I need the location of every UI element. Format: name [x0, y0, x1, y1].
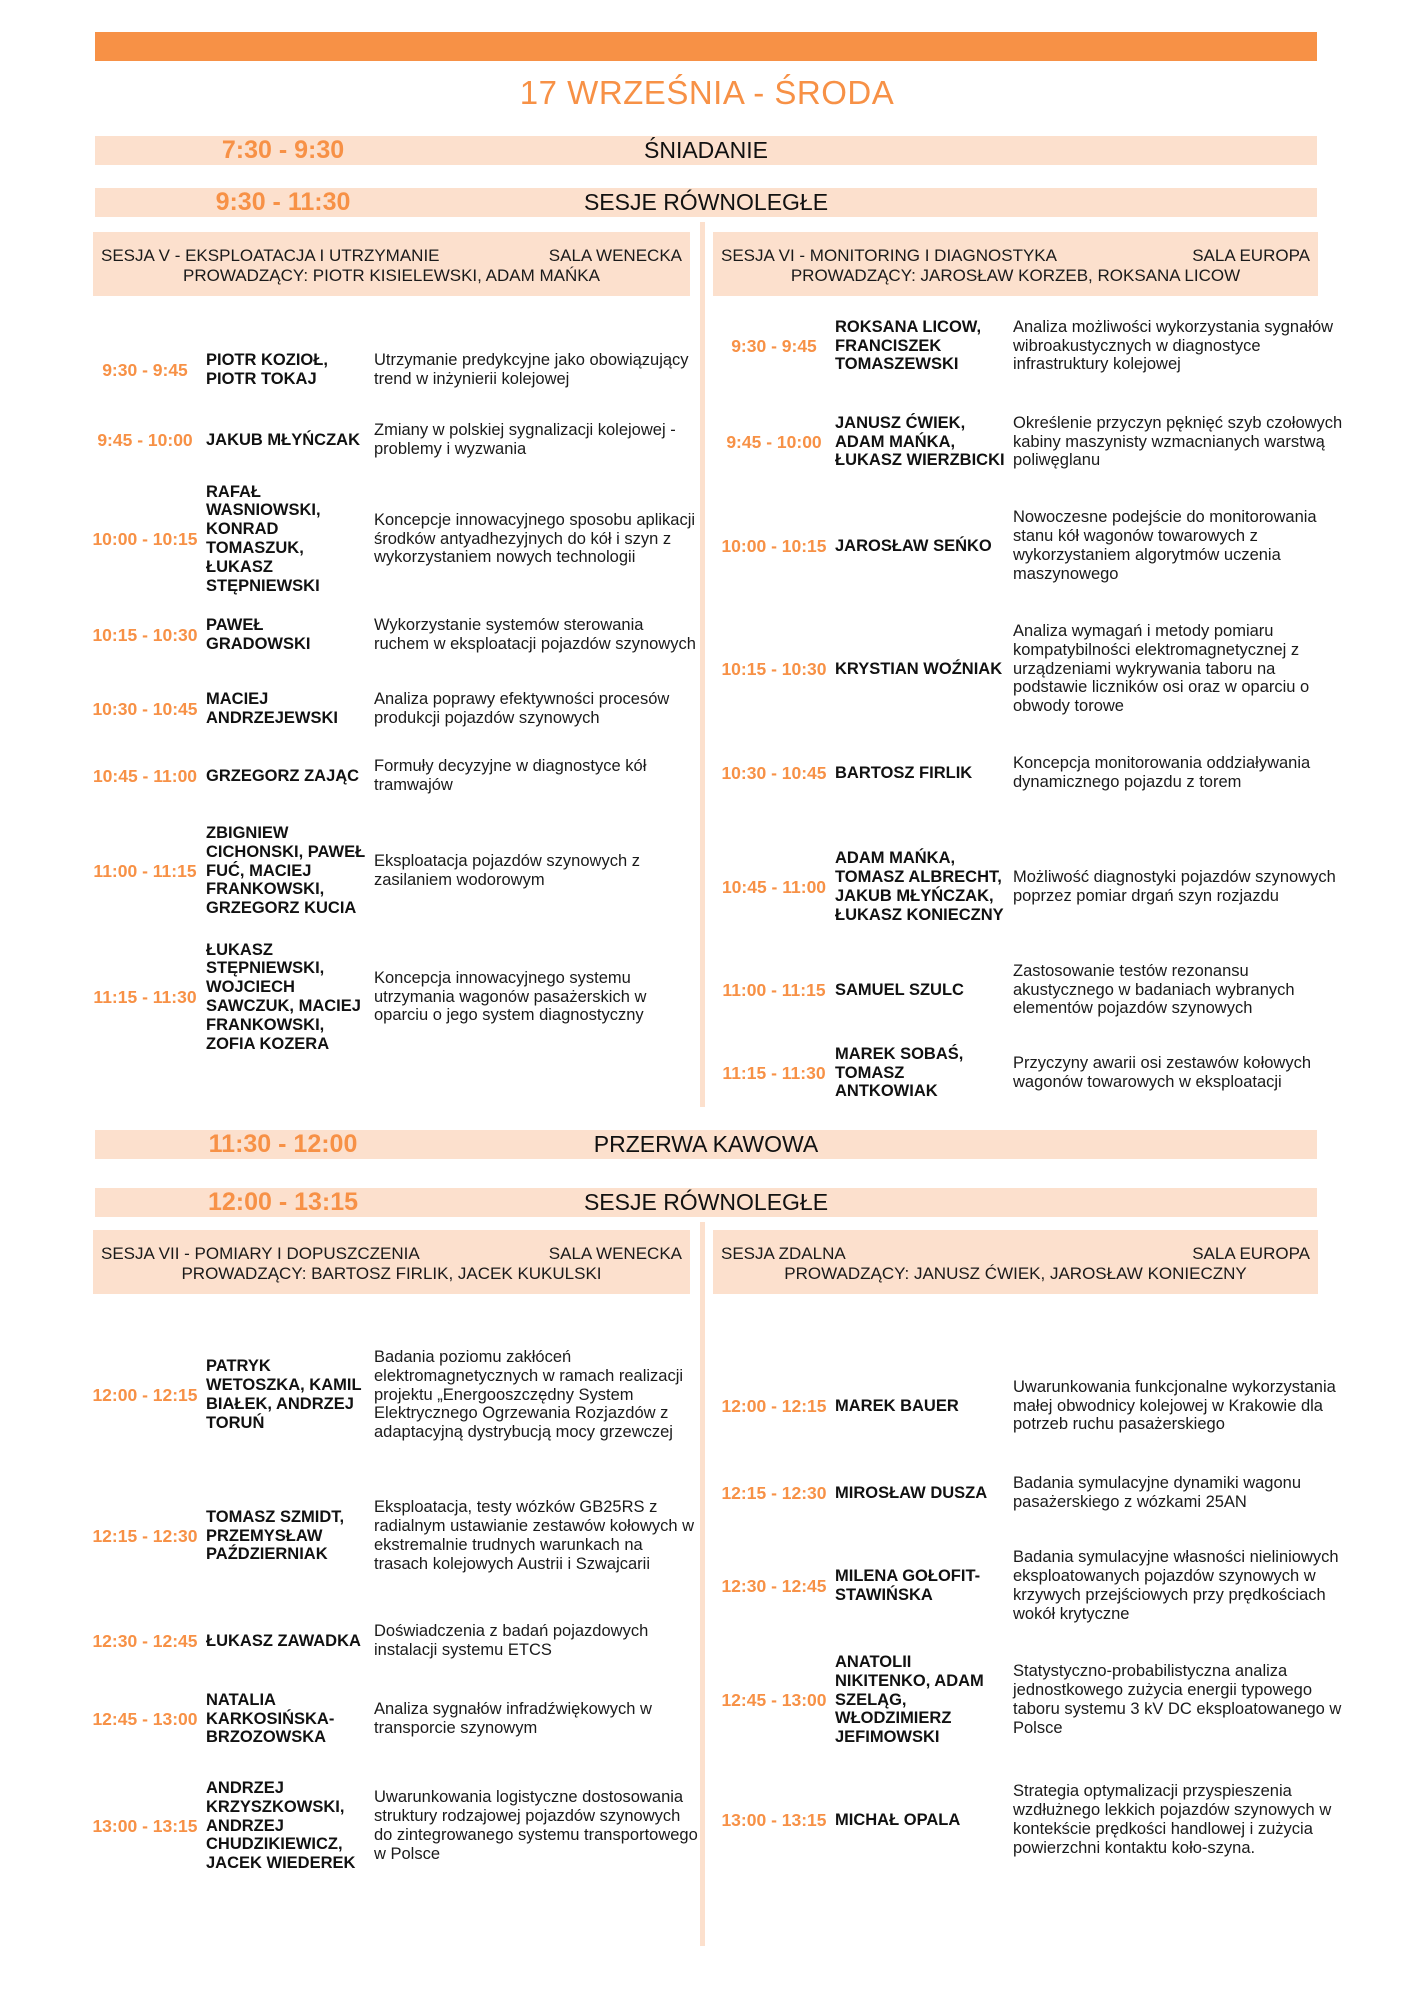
talk-authors: MACIEJ ANDRZEJEWSKI: [206, 690, 339, 727]
talk-row: [713, 612, 1343, 726]
day-title: 17 WRZEŚNIA - ŚRODA: [519, 74, 895, 111]
talk-authors: ŁUKASZ STĘPNIEWSKI, WOJCIECH SAWCZUK, MACIEJ FRANKOWSKI, ZOFIA KOZERA: [206, 940, 361, 1053]
talk-row: [713, 1044, 1343, 1102]
talk-authors: JAKUB MŁYŃCZAK: [206, 430, 360, 449]
talk-row: [84, 420, 699, 460]
column-divider: [700, 222, 705, 1107]
talk-title: Przyczyny awarii osi zestawów kołowych wagonów towarowych w eksploatacji: [1013, 1054, 1312, 1091]
talk-title: Analiza możliwości wykorzystania sygnałów wibroakustycznych w diagnostyce infrastruktury kolejowej: [1013, 317, 1334, 374]
session-header: [713, 232, 1318, 296]
talk-authors: MAREK SOBAŚ, TOMASZ ANTKOWIAK: [835, 1044, 964, 1101]
talk-title: Nowoczesne podejście do monitorowania stanu kół wagonów towarowych z wykorzystaniem algorytmów uczenia maszynowego: [1013, 508, 1317, 583]
talk-time: 11:15 - 11:30: [722, 1062, 826, 1083]
talk-row: [713, 744, 1343, 802]
talk-row: [713, 1772, 1343, 1868]
talk-time: 11:15 - 11:30: [93, 986, 197, 1007]
band-breakfast: [95, 136, 1317, 165]
talk-time: 11:00 - 11:15: [93, 860, 197, 881]
session-header: [93, 232, 690, 296]
talk-time: 9:45 - 10:00: [726, 431, 822, 452]
talk-row: [713, 1464, 1343, 1522]
talk-row: [713, 404, 1343, 480]
talk-authors: MICHAŁ OPALA: [835, 1810, 961, 1829]
talk-time: 9:45 - 10:00: [97, 429, 193, 450]
talk-title: Koncepcja monitorowania oddziaływania dynamicznego pojazdu z torem: [1013, 754, 1311, 791]
band-time: 7:30 - 9:30: [221, 136, 345, 164]
talk-title: Zastosowanie testów rezonansu akustycznego w badaniach wybranych elementów pojazdów szynowych: [1013, 961, 1295, 1018]
talk-time: 11:00 - 11:15: [722, 979, 826, 1000]
talk-time: 12:00 - 12:15: [92, 1384, 198, 1405]
session-room: SALA EUROPA: [1192, 1244, 1310, 1263]
talk-title: Statystyczno-probabilistyczna analiza jednostkowego zużycia energii typowego taboru systemu 3 kV DC eksploatowanego w Polsce: [1013, 1662, 1342, 1737]
session-chairs: PROWADZĄCY: JANUSZ ĆWIEK, JAROSŁAW KONIECZNY: [784, 1264, 1247, 1283]
talk-authors: PIOTR KOZIOŁ, PIOTR TOKAJ: [206, 351, 328, 388]
band-parallel-sessions-1: [95, 188, 1317, 217]
talk-time: 10:00 - 10:15: [721, 535, 827, 556]
session-room: SALA WENECKA: [548, 1244, 682, 1263]
talk-authors: ROKSANA LICOW, FRANCISZEK TOMASZEWSKI: [835, 317, 982, 374]
talk-row: [84, 814, 699, 928]
session-chairs: PROWADZĄCY: JAROSŁAW KORZEB, ROKSANA LICOW: [790, 266, 1241, 285]
talk-title: Formuły decyzyjne w diagnostyce kół tramwajów: [374, 757, 647, 794]
band-label: PRZERWA KAWOWA: [593, 1131, 819, 1157]
talk-authors: ANDRZEJ KRZYSZKOWSKI, ANDRZEJ CHUDZIKIEWICZ, JACEK WIEDEREK: [206, 1779, 356, 1873]
talk-time: 12:45 - 13:00: [92, 1708, 198, 1729]
talk-authors: PAWEŁ GRADOWSKI: [206, 616, 311, 653]
talk-time: 10:15 - 10:30: [721, 658, 827, 679]
session-name: SESJA VI - MONITORING I DIAGNOSTYKA: [721, 246, 1057, 265]
talk-title: Możliwość diagnostyki pojazdów szynowych poprzez pomiar drgań szyn rozjazdu: [1013, 868, 1336, 905]
talk-time: 12:45 - 13:00: [721, 1689, 827, 1710]
talk-row: [84, 680, 699, 738]
talk-row: [713, 1538, 1343, 1634]
talk-authors: PATRYK WETOSZKA, KAMIL BIAŁEK, ANDRZEJ TORUŃ: [206, 1357, 362, 1432]
talk-time: 10:30 - 10:45: [721, 762, 827, 783]
talk-row: [713, 952, 1343, 1028]
talk-time: 13:00 - 13:15: [721, 1809, 827, 1830]
talk-title: Określenie przyczyn pęknięć szyb czołowych kabiny maszynisty wzmacnianych warstwą poliwęglanu: [1013, 413, 1343, 470]
talk-title: Analiza wymagań i metody pomiaru kompatybilności elektromagnetycznej z urządzeniami wykrywania taboru na podstawie liczników osi oraz w oparciu o obwody torowe: [1013, 622, 1310, 716]
talk-time: 12:00 - 12:15: [721, 1395, 827, 1416]
session-chairs: PROWADZĄCY: PIOTR KISIELEWSKI, ADAM MAŃKA: [183, 266, 600, 285]
band-parallel-sessions-2: [95, 1188, 1317, 1217]
session-name: SESJA VII - POMIARY I DOPUSZCZENIA: [101, 1244, 420, 1263]
talk-row: [84, 1328, 699, 1462]
talk-row: [84, 1768, 699, 1884]
talk-time: 10:15 - 10:30: [92, 624, 198, 645]
talk-row: [84, 342, 699, 398]
talk-authors: JAROSŁAW SEŃKO: [835, 536, 992, 555]
talk-row: [713, 830, 1343, 944]
talk-title: Analiza poprawy efektywności procesów produkcji pojazdów szynowych: [374, 690, 670, 727]
talk-row: [713, 1652, 1343, 1748]
talk-authors: ZBIGNIEW CICHONSKI, PAWEŁ FUĆ, MACIEJ FRANKOWSKI, GRZEGORZ KUCIA: [206, 824, 366, 918]
talk-title: Uwarunkowania funkcjonalne wykorzystania małej obwodnicy kolejowej w Krakowie dla potrzeb ruchu pasażerskiego: [1013, 1377, 1336, 1434]
talk-row: [713, 1368, 1343, 1444]
talk-time: 12:30 - 12:45: [92, 1630, 198, 1651]
talk-title: Koncepcje innowacyjnego sposobu aplikacji środków antyadhezyjnych do kół i szyn z wykorzystaniem nowych technologii: [374, 510, 696, 567]
talk-title: Doświadczenia z badań pojazdowych instalacji systemu ETCS: [374, 1622, 649, 1659]
talk-row: [713, 308, 1343, 384]
talk-time: 9:30 - 9:45: [731, 335, 817, 356]
band-time: 12:00 - 13:15: [207, 1188, 359, 1216]
talk-title: Analiza sygnałów infradźwiękowych w transporcie szynowym: [374, 1700, 652, 1737]
talk-title: Uwarunkowania logistyczne dostosowania struktury rodzajowej pojazdów szynowych do zintegrowanego systemu transportowego w Polsce: [374, 1788, 698, 1863]
session-room: SALA WENECKA: [548, 246, 682, 265]
talk-row: [84, 940, 699, 1054]
talk-time: 13:00 - 13:15: [92, 1815, 198, 1836]
talk-title: Zmiany w polskiej sygnalizacji kolejowej - problemy i wyzwania: [374, 421, 676, 458]
talk-authors: SAMUEL SZULC: [835, 980, 964, 999]
talk-time: 10:45 - 11:00: [92, 765, 198, 786]
talk-time: 10:30 - 10:45: [92, 698, 198, 719]
talk-row: [84, 1478, 699, 1594]
talk-time: 9:30 - 9:45: [102, 359, 188, 380]
band-label: ŚNIADANIE: [644, 137, 768, 163]
talk-time: 12:15 - 12:30: [721, 1482, 827, 1503]
talk-row: [84, 606, 699, 664]
talk-title: Strategia optymalizacji przyspieszenia wzdłużnego lekkich pojazdów szynowych w kontekście prędkości handlowej i zużycia powierzchni kontaktu koło-szyna.: [1013, 1782, 1332, 1857]
talk-authors: TOMASZ SZMIDT, PRZEMYSŁAW PAŹDZIERNIAK: [206, 1507, 345, 1564]
talk-authors: GRZEGORZ ZAJĄC: [206, 766, 360, 785]
talk-title: Badania symulacyjne dynamiki wagonu pasażerskiego z wózkami 25AN: [1013, 1474, 1301, 1511]
talk-title: Badania symulacyjne własności nieliniowych eksploatowanych pojazdów szynowych w krzywych przejściowych przy prędkościach wokół krytyczne: [1013, 1548, 1339, 1623]
talk-title: Eksploatacja, testy wózków GB25RS z radialnym ustawianie zestawów kołowych w ekstremalnie trudnych warunkach na trasach kolejowych Austrii i Szwajcarii: [374, 1498, 695, 1573]
talk-authors: RAFAŁ WASNIOWSKI, KONRAD TOMASZUK, ŁUKASZ STĘPNIEWSKI: [206, 482, 321, 595]
session-header: [93, 1230, 690, 1294]
talk-title: Koncepcja innowacyjnego systemu utrzymania wagonów pasażerskich w oparciu o jego system diagnostyczny: [374, 968, 647, 1025]
talk-time: 10:45 - 11:00: [721, 876, 827, 897]
talk-authors: MAREK BAUER: [835, 1396, 959, 1415]
talk-authors: MILENA GOŁOFIT-STAWIŃSKA: [835, 1567, 981, 1604]
talk-authors: JANUSZ ĆWIEK, ADAM MAŃKA, ŁUKASZ WIERZBICKI: [835, 413, 1005, 470]
talk-row: [84, 482, 699, 596]
talk-authors: MIROSŁAW DUSZA: [835, 1483, 988, 1502]
talk-authors: ŁUKASZ ZAWADKA: [206, 1631, 361, 1650]
talk-row: [713, 498, 1343, 594]
column-divider: [700, 1222, 705, 1946]
talk-time: 12:15 - 12:30: [92, 1525, 198, 1546]
talk-title: Wykorzystanie systemów sterowania ruchem w eksploatacji pojazdów szynowych: [374, 616, 696, 653]
band-label: SESJE RÓWNOLEGŁE: [583, 189, 829, 215]
band-coffee-break: [95, 1130, 1317, 1159]
talk-authors: NATALIA KARKOSIŃSKA-BRZOZOWSKA: [206, 1690, 335, 1747]
band-time: 9:30 - 11:30: [215, 188, 351, 216]
talk-title: Badania poziomu zakłóceń elektromagnetycznych w ramach realizacji projektu „Energooszczędny System Elektrycznego Ogrzewania Rozjazdów z adaptacyjną dystrybucją mocy grzewczej: [374, 1348, 684, 1442]
band-label: SESJE RÓWNOLEGŁE: [583, 1189, 829, 1215]
session-chairs: PROWADZĄCY: BARTOSZ FIRLIK, JACEK KUKULSKI: [181, 1264, 602, 1283]
session-header: [713, 1230, 1318, 1294]
talk-time: 12:30 - 12:45: [721, 1575, 827, 1596]
header-accent-bar: [95, 32, 1317, 61]
talk-time: 10:00 - 10:15: [92, 528, 198, 549]
talk-title: Utrzymanie predykcyjne jako obowiązujący trend w inżynierii kolejowej: [374, 351, 689, 388]
talk-row: [84, 1612, 699, 1670]
talk-authors: KRYSTIAN WOŹNIAK: [835, 659, 1003, 678]
talk-authors: ADAM MAŃKA, TOMASZ ALBRECHT, JAKUB MŁYŃCZAK, ŁUKASZ KONIECZNY: [835, 849, 1004, 924]
talk-title: Eksploatacja pojazdów szynowych z zasilaniem wodorowym: [374, 852, 640, 889]
session-name: SESJA V - EKSPLOATACJA I UTRZYMANIE: [101, 246, 440, 265]
session-room: SALA EUROPA: [1192, 246, 1310, 265]
talk-authors: ANATOLII NIKITENKO, ADAM SZELĄG, WŁODZIMIERZ JEFIMOWSKI: [835, 1653, 984, 1747]
talk-row: [84, 756, 699, 796]
talk-row: [84, 1690, 699, 1748]
band-time: 11:30 - 12:00: [208, 1130, 358, 1158]
session-name: SESJA ZDALNA: [721, 1244, 846, 1263]
talk-authors: BARTOSZ FIRLIK: [835, 763, 973, 782]
